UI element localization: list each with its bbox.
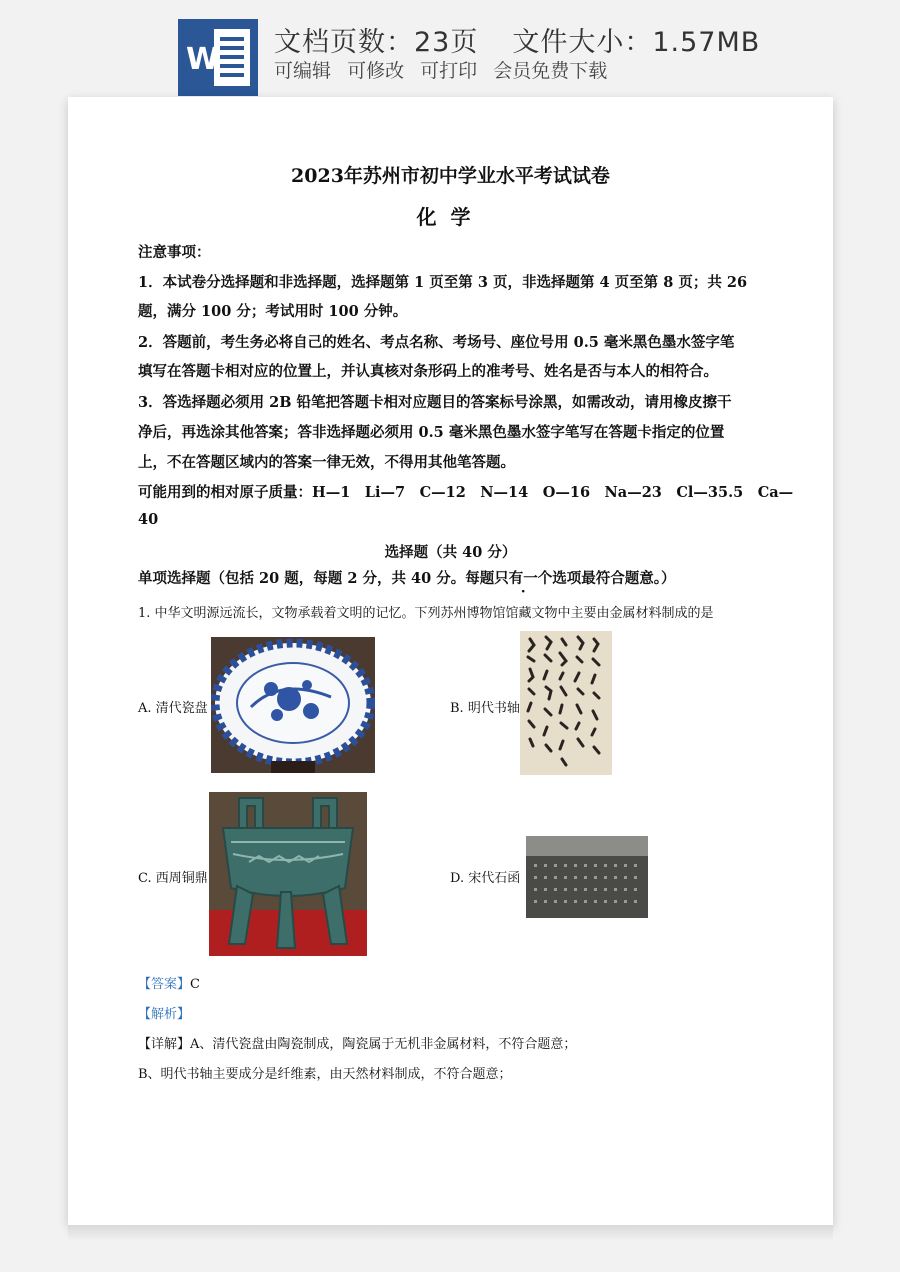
page-shadow <box>68 1225 833 1241</box>
notice-line: 净后，再选涂其他答案；答非选择题必须用 0.5 毫米黑色墨水签字笔写在答题卡指定的位置 <box>138 424 725 441</box>
emphasis-dotted-text: 只有一个 <box>494 570 553 587</box>
document-info-banner <box>0 0 900 100</box>
stone-box-image <box>522 830 652 920</box>
feature-editable: 可编辑 <box>274 60 332 82</box>
option-d-label: D. 宋代石函 <box>450 871 521 886</box>
detail-tag: 【详解】 <box>138 1037 191 1052</box>
notice-line: 填写在答题卡相对应的位置上，并认真核对条形码上的准考号、姓名是否与本人的相符合。 <box>138 363 718 380</box>
porcelain-plate-image <box>211 637 375 773</box>
word-document-icon <box>178 19 258 96</box>
feature-modifiable: 可修改 <box>347 60 405 82</box>
question-1-text: 1. 中华文明源远流长，文物承载着文明的记忆。下列苏州博物馆馆藏文物中主要由金属材料制成的是 <box>138 606 714 621</box>
feature-printable: 可打印 <box>420 60 478 82</box>
document-page <box>68 97 833 1225</box>
option-b-label: B. 明代书轴 <box>450 701 520 716</box>
analysis-line <box>138 1003 190 1022</box>
file-size-text: 文件大小：1.57MB <box>512 27 761 58</box>
option-a-label: A. 清代瓷盘 <box>138 701 208 716</box>
answer-value: C <box>190 977 200 992</box>
bronze-ding-image <box>209 792 367 956</box>
notice-line: 3．答选择题必须用 2B 铅笔把答题卡相对应题目的答案标号涂黑，如需改动，请用橡皮擦干 <box>138 394 732 411</box>
answer-line <box>138 973 200 992</box>
notice-line: 1．本试卷分选择题和非选择题，选择题第 1 页至第 3 页，非选择题第 4 页至第 8 页；共 26 <box>138 274 748 291</box>
option-c-label: C. 西周铜鼎 <box>138 871 208 886</box>
notice-line: 2．答题前，考生务必将自己的姓名、考点名称、考场号、座位号用 0.5 毫米黑色墨水签字笔 <box>138 334 735 351</box>
notice-heading: 注意事项： <box>138 244 211 261</box>
feature-list <box>274 56 617 83</box>
analysis-tag: 【解析】 <box>138 1007 191 1022</box>
exam-subject: 化学 <box>416 205 485 229</box>
svg-text:W: W <box>186 42 220 77</box>
atomic-mass-line: 可能用到的相对原子质量：H—1 Li—7 C—12 N—14 O—16 Na—23 Cl—35.5 Ca— <box>138 484 794 501</box>
detail-line-a: 【详解】A、清代瓷盘由陶瓷制成，陶瓷属于无机非金属材料，不符合题意； <box>138 1037 577 1052</box>
banner-title <box>274 20 760 59</box>
calligraphy-scroll-image <box>520 631 612 775</box>
notice-line: 上，不在答题区域内的答案一律无效，不得用其他笔答题。 <box>138 454 515 471</box>
single-choice-instruction: 单项选择题（包括 20 题，每题 2 分，共 40 分。每题只有一个选项最符合题意。） <box>138 570 676 587</box>
feature-member-download: 会员免费下载 <box>493 60 608 82</box>
detail-line-b: B、明代书轴主要成分是纤维素，由天然材料制成，不符合题意； <box>138 1067 512 1082</box>
section-title: 选择题（共 40 分） <box>384 544 517 561</box>
page-count-text: 文档页数：23页 <box>274 27 479 58</box>
atomic-mass-line: 40 <box>138 511 159 528</box>
exam-title: 2023年苏州市初中学业水平考试试卷 <box>291 165 610 187</box>
answer-tag: 【答案】 <box>138 977 191 992</box>
notice-line: 题，满分 100 分；考试用时 100 分钟。 <box>138 303 408 320</box>
